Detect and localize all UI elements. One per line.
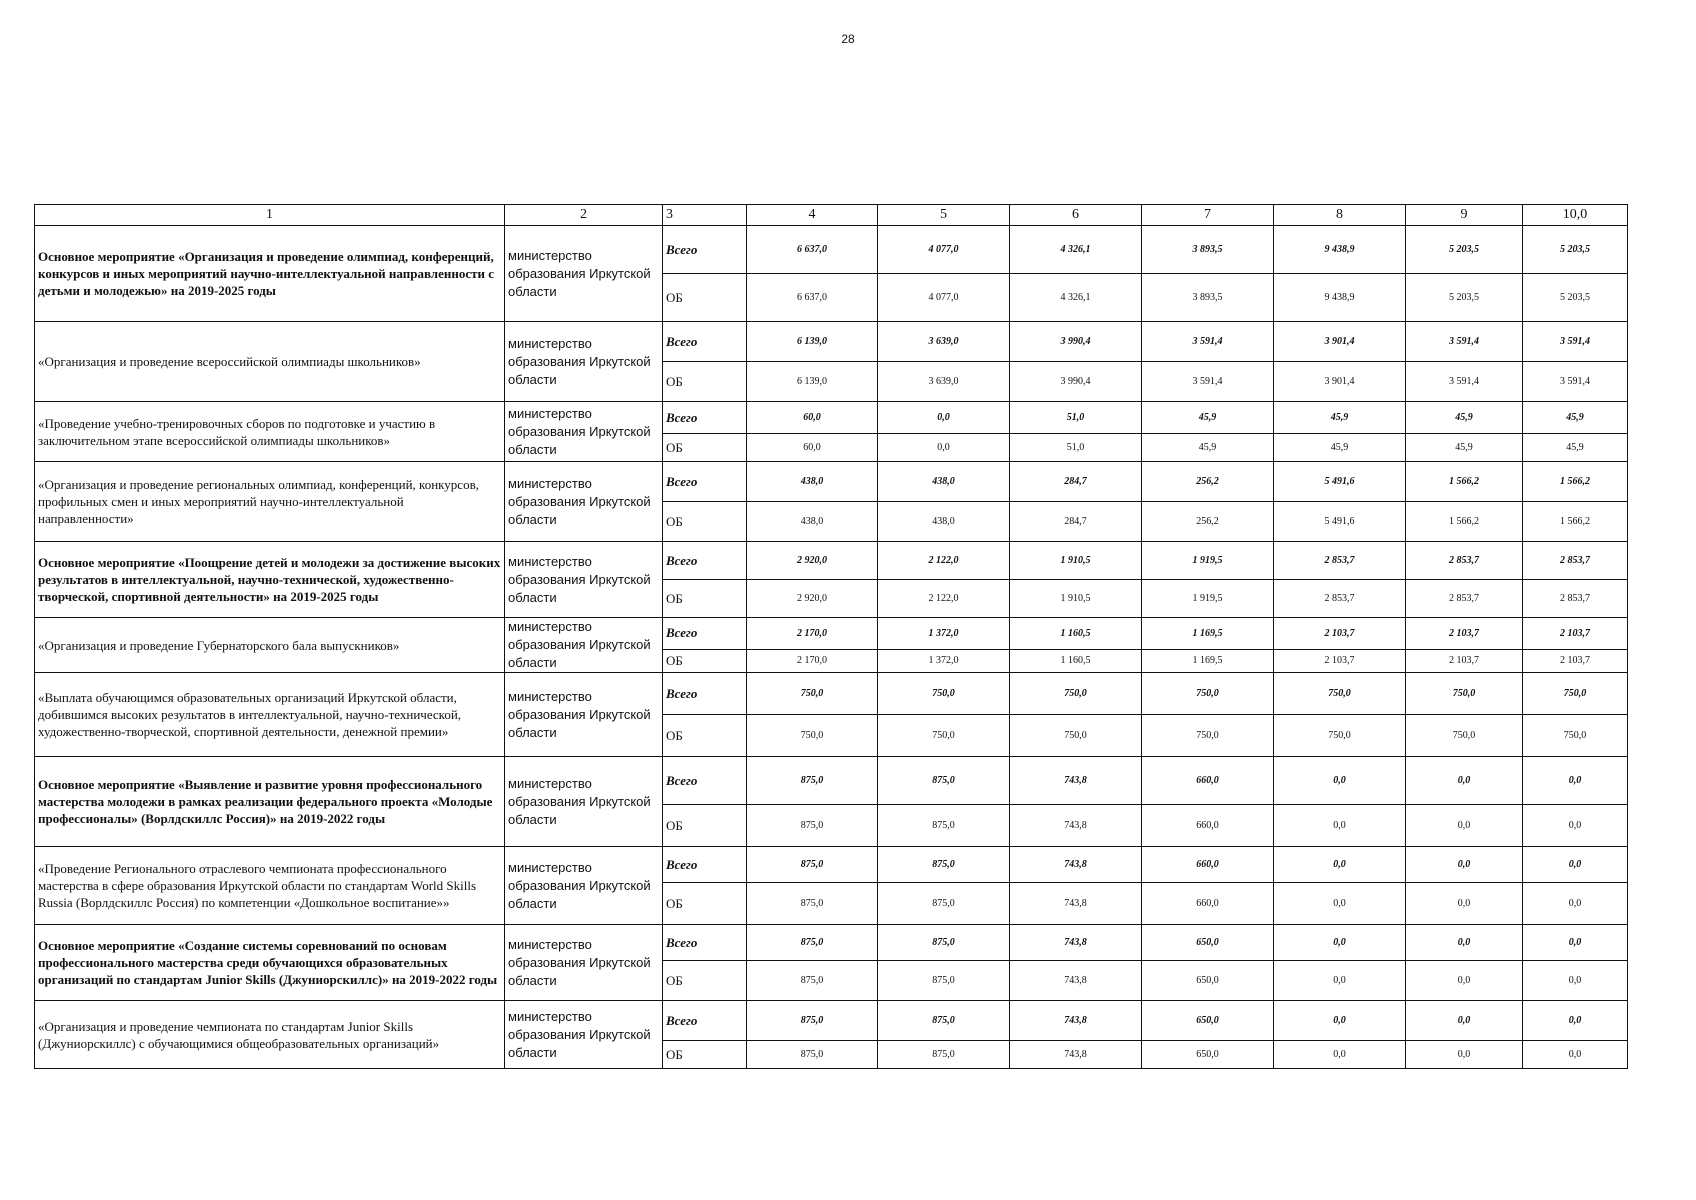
source-value: 1 566,2 — [1523, 502, 1628, 542]
source-value: 284,7 — [1010, 502, 1142, 542]
source-value: 660,0 — [1142, 883, 1274, 925]
total-value: 5 203,5 — [1523, 226, 1628, 274]
total-value: 0,0 — [1406, 847, 1523, 883]
total-value: 1 160,5 — [1010, 618, 1142, 650]
total-value: 875,0 — [747, 757, 878, 805]
source-value: 4 326,1 — [1010, 274, 1142, 322]
column-number: 10,0 — [1523, 205, 1628, 226]
source-value: 0,0 — [1406, 805, 1523, 847]
funding-total-label: Всего — [663, 925, 747, 961]
source-value: 1 919,5 — [1142, 580, 1274, 618]
column-number: 5 — [878, 205, 1010, 226]
column-number: 6 — [1010, 205, 1142, 226]
total-value: 60,0 — [747, 402, 878, 434]
total-value: 875,0 — [878, 757, 1010, 805]
total-value: 743,8 — [1010, 925, 1142, 961]
table-row — [35, 1001, 1628, 1041]
total-value: 438,0 — [878, 462, 1010, 502]
total-value: 875,0 — [747, 925, 878, 961]
responsible-executor: министерство образования Иркутской области — [505, 757, 663, 847]
total-value: 0,0 — [878, 402, 1010, 434]
responsible-executor: министерство образования Иркутской области — [505, 462, 663, 542]
funding-source-label: ОБ — [663, 434, 747, 462]
source-value: 2 853,7 — [1406, 580, 1523, 618]
source-value: 875,0 — [878, 805, 1010, 847]
total-value: 750,0 — [1274, 673, 1406, 715]
total-value: 0,0 — [1274, 757, 1406, 805]
column-number: 7 — [1142, 205, 1274, 226]
source-value: 650,0 — [1142, 1041, 1274, 1069]
source-value: 0,0 — [1523, 883, 1628, 925]
source-value: 2 853,7 — [1523, 580, 1628, 618]
total-value: 875,0 — [878, 1001, 1010, 1041]
source-value: 9 438,9 — [1274, 274, 1406, 322]
funding-source-label: ОБ — [663, 649, 747, 672]
table-row — [35, 757, 1628, 805]
activity-name: «Проведение Регионального отраслевого чемпионата профессионального мастерства в сфере образования Иркутской области по стандартам World Skills Russia (Ворлдскиллс Россия) по компетенции «Дошкольное воспитание»» — [35, 847, 505, 925]
activity-name: «Организация и проведение чемпионата по стандартам Junior Skills (Джуниорскиллс) с обучающимися общеобразовательных организаций» — [35, 1001, 505, 1069]
responsible-executor: министерство образования Иркутской области — [505, 618, 663, 673]
column-number: 4 — [747, 205, 878, 226]
total-value: 660,0 — [1142, 847, 1274, 883]
source-value: 3 591,4 — [1142, 362, 1274, 402]
table-row — [35, 402, 1628, 434]
activity-name: «Организация и проведение региональных олимпиад, конференций, конкурсов, профильных смен и иных мероприятий научно-интеллектуальной направленности» — [35, 462, 505, 542]
source-value: 0,0 — [1274, 883, 1406, 925]
source-value: 2 103,7 — [1523, 649, 1628, 672]
total-value: 750,0 — [1523, 673, 1628, 715]
total-value: 875,0 — [878, 925, 1010, 961]
funding-total-label: Всего — [663, 847, 747, 883]
total-value: 45,9 — [1523, 402, 1628, 434]
total-value: 0,0 — [1406, 925, 1523, 961]
source-value: 6 637,0 — [747, 274, 878, 322]
total-value: 1 372,0 — [878, 618, 1010, 650]
total-value: 660,0 — [1142, 757, 1274, 805]
source-value: 0,0 — [1406, 1041, 1523, 1069]
column-number: 1 — [35, 205, 505, 226]
total-value: 650,0 — [1142, 1001, 1274, 1041]
column-number: 2 — [505, 205, 663, 226]
source-value: 750,0 — [1010, 715, 1142, 757]
source-value: 5 203,5 — [1523, 274, 1628, 322]
funding-source-label: ОБ — [663, 805, 747, 847]
funding-total-label: Всего — [663, 673, 747, 715]
total-value: 2 853,7 — [1406, 542, 1523, 580]
total-value: 750,0 — [878, 673, 1010, 715]
total-value: 750,0 — [1406, 673, 1523, 715]
total-value: 743,8 — [1010, 1001, 1142, 1041]
source-value: 5 203,5 — [1406, 274, 1523, 322]
column-number: 3 — [663, 205, 747, 226]
source-value: 743,8 — [1010, 883, 1142, 925]
source-value: 45,9 — [1406, 434, 1523, 462]
source-value: 2 853,7 — [1274, 580, 1406, 618]
total-value: 875,0 — [747, 1001, 878, 1041]
source-value: 438,0 — [878, 502, 1010, 542]
total-value: 0,0 — [1523, 1001, 1628, 1041]
total-value: 51,0 — [1010, 402, 1142, 434]
source-value: 750,0 — [1406, 715, 1523, 757]
funding-source-label: ОБ — [663, 502, 747, 542]
total-value: 6 637,0 — [747, 226, 878, 274]
total-value: 2 103,7 — [1274, 618, 1406, 650]
funding-source-label: ОБ — [663, 274, 747, 322]
source-value: 0,0 — [1274, 961, 1406, 1001]
source-value: 660,0 — [1142, 805, 1274, 847]
total-value: 875,0 — [878, 847, 1010, 883]
main-activity-name: Основное мероприятие «Создание системы соревнований по основам профессионального мастерства среди обучающихся образовательных организаций по стандартам Junior Skills (Джуниорскиллс)» на 2019-2022 годы — [35, 925, 505, 1001]
source-value: 743,8 — [1010, 961, 1142, 1001]
total-value: 1 566,2 — [1523, 462, 1628, 502]
funding-source-label: ОБ — [663, 580, 747, 618]
total-value: 3 591,4 — [1142, 322, 1274, 362]
source-value: 2 170,0 — [747, 649, 878, 672]
total-value: 438,0 — [747, 462, 878, 502]
source-value: 1 372,0 — [878, 649, 1010, 672]
funding-source-label: ОБ — [663, 883, 747, 925]
source-value: 750,0 — [1523, 715, 1628, 757]
source-value: 875,0 — [747, 883, 878, 925]
funding-total-label: Всего — [663, 402, 747, 434]
source-value: 750,0 — [747, 715, 878, 757]
funding-total-label: Всего — [663, 462, 747, 502]
funding-source-label: ОБ — [663, 362, 747, 402]
total-value: 5 203,5 — [1406, 226, 1523, 274]
responsible-executor: министерство образования Иркутской области — [505, 542, 663, 618]
funding-total-label: Всего — [663, 226, 747, 274]
funding-source-label: ОБ — [663, 1041, 747, 1069]
source-value: 2 103,7 — [1274, 649, 1406, 672]
source-value: 1 566,2 — [1406, 502, 1523, 542]
source-value: 1 169,5 — [1142, 649, 1274, 672]
total-value: 256,2 — [1142, 462, 1274, 502]
total-value: 0,0 — [1523, 757, 1628, 805]
source-value: 438,0 — [747, 502, 878, 542]
source-value: 750,0 — [1142, 715, 1274, 757]
table-row — [35, 462, 1628, 502]
source-value: 3 901,4 — [1274, 362, 1406, 402]
source-value: 875,0 — [878, 1041, 1010, 1069]
source-value: 0,0 — [1523, 1041, 1628, 1069]
table-row — [35, 618, 1628, 650]
table-row — [35, 542, 1628, 580]
total-value: 2 103,7 — [1523, 618, 1628, 650]
table-row — [35, 925, 1628, 961]
total-value: 45,9 — [1274, 402, 1406, 434]
source-value: 875,0 — [747, 805, 878, 847]
total-value: 3 591,4 — [1406, 322, 1523, 362]
column-number: 8 — [1274, 205, 1406, 226]
total-value: 750,0 — [747, 673, 878, 715]
total-value: 5 491,6 — [1274, 462, 1406, 502]
source-value: 6 139,0 — [747, 362, 878, 402]
activity-name: «Выплата обучающимся образовательных организаций Иркутской области, добившимся высоких результатов в интеллектуальной, научно-технической, художественно-творческой, спортивной деятельности, денежной премии» — [35, 673, 505, 757]
total-value: 3 591,4 — [1523, 322, 1628, 362]
main-activity-name: Основное мероприятие «Организация и проведение олимпиад, конференций, конкурсов и иных мероприятий научно-интеллектуальной направленности с детьми и молодежью» на 2019-2025 годы — [35, 226, 505, 322]
budget-table — [34, 204, 1628, 1069]
total-value: 4 326,1 — [1010, 226, 1142, 274]
total-value: 2 920,0 — [747, 542, 878, 580]
source-value: 875,0 — [747, 1041, 878, 1069]
total-value: 743,8 — [1010, 757, 1142, 805]
source-value: 1 910,5 — [1010, 580, 1142, 618]
source-value: 750,0 — [1274, 715, 1406, 757]
funding-total-label: Всего — [663, 1001, 747, 1041]
total-value: 0,0 — [1274, 1001, 1406, 1041]
total-value: 45,9 — [1406, 402, 1523, 434]
funding-total-label: Всего — [663, 542, 747, 580]
total-value: 750,0 — [1142, 673, 1274, 715]
source-value: 0,0 — [1274, 805, 1406, 847]
total-value: 3 893,5 — [1142, 226, 1274, 274]
total-value: 0,0 — [1406, 1001, 1523, 1041]
activity-name: «Организация и проведение всероссийской олимпиады школьников» — [35, 322, 505, 402]
total-value: 9 438,9 — [1274, 226, 1406, 274]
total-value: 0,0 — [1274, 847, 1406, 883]
total-value: 2 103,7 — [1406, 618, 1523, 650]
responsible-executor: министерство образования Иркутской области — [505, 673, 663, 757]
source-value: 5 491,6 — [1274, 502, 1406, 542]
total-value: 875,0 — [747, 847, 878, 883]
source-value: 4 077,0 — [878, 274, 1010, 322]
source-value: 0,0 — [1523, 961, 1628, 1001]
source-value: 0,0 — [1406, 883, 1523, 925]
source-value: 3 893,5 — [1142, 274, 1274, 322]
total-value: 2 853,7 — [1274, 542, 1406, 580]
total-value: 2 170,0 — [747, 618, 878, 650]
column-number-row — [35, 205, 1628, 226]
total-value: 45,9 — [1142, 402, 1274, 434]
source-value: 45,9 — [1142, 434, 1274, 462]
source-value: 3 591,4 — [1406, 362, 1523, 402]
main-activity-name: Основное мероприятие «Выявление и развитие уровня профессионального мастерства молодежи в рамках реализации федерального проекта «Молодые профессионалы» (Ворлдскиллс Россия)» на 2019-2022 годы — [35, 757, 505, 847]
main-activity-name: Основное мероприятие «Поощрение детей и молодежи за достижение высоких результатов в интеллектуальной, научно-технической, художественно-творческой, спортивной деятельности» на 2019-2025 годы — [35, 542, 505, 618]
source-value: 3 639,0 — [878, 362, 1010, 402]
total-value: 650,0 — [1142, 925, 1274, 961]
source-value: 743,8 — [1010, 1041, 1142, 1069]
total-value: 284,7 — [1010, 462, 1142, 502]
source-value: 2 103,7 — [1406, 649, 1523, 672]
funding-total-label: Всего — [663, 322, 747, 362]
total-value: 1 169,5 — [1142, 618, 1274, 650]
responsible-executor: министерство образования Иркутской области — [505, 925, 663, 1001]
total-value: 743,8 — [1010, 847, 1142, 883]
column-number: 9 — [1406, 205, 1523, 226]
source-value: 51,0 — [1010, 434, 1142, 462]
table-row — [35, 322, 1628, 362]
source-value: 3 990,4 — [1010, 362, 1142, 402]
activity-name: «Организация и проведение Губернаторского бала выпускников» — [35, 618, 505, 673]
source-value: 3 591,4 — [1523, 362, 1628, 402]
total-value: 0,0 — [1523, 847, 1628, 883]
total-value: 3 639,0 — [878, 322, 1010, 362]
funding-source-label: ОБ — [663, 961, 747, 1001]
total-value: 0,0 — [1406, 757, 1523, 805]
responsible-executor: министерство образования Иркутской области — [505, 402, 663, 462]
table-row — [35, 847, 1628, 883]
table-row — [35, 226, 1628, 274]
activity-name: «Проведение учебно-тренировочных сборов по подготовке и участию в заключительном этапе всероссийской олимпиады школьников» — [35, 402, 505, 462]
source-value: 256,2 — [1142, 502, 1274, 542]
total-value: 750,0 — [1010, 673, 1142, 715]
funding-source-label: ОБ — [663, 715, 747, 757]
total-value: 0,0 — [1523, 925, 1628, 961]
total-value: 1 910,5 — [1010, 542, 1142, 580]
funding-total-label: Всего — [663, 618, 747, 650]
total-value: 3 990,4 — [1010, 322, 1142, 362]
total-value: 2 853,7 — [1523, 542, 1628, 580]
source-value: 2 122,0 — [878, 580, 1010, 618]
source-value: 875,0 — [878, 961, 1010, 1001]
source-value: 750,0 — [878, 715, 1010, 757]
total-value: 1 919,5 — [1142, 542, 1274, 580]
source-value: 650,0 — [1142, 961, 1274, 1001]
total-value: 0,0 — [1274, 925, 1406, 961]
source-value: 0,0 — [1274, 1041, 1406, 1069]
source-value: 45,9 — [1274, 434, 1406, 462]
source-value: 60,0 — [747, 434, 878, 462]
total-value: 1 566,2 — [1406, 462, 1523, 502]
total-value: 2 122,0 — [878, 542, 1010, 580]
table-row — [35, 673, 1628, 715]
source-value: 875,0 — [878, 883, 1010, 925]
source-value: 0,0 — [878, 434, 1010, 462]
responsible-executor: министерство образования Иркутской области — [505, 322, 663, 402]
funding-total-label: Всего — [663, 757, 747, 805]
total-value: 6 139,0 — [747, 322, 878, 362]
total-value: 4 077,0 — [878, 226, 1010, 274]
source-value: 0,0 — [1406, 961, 1523, 1001]
source-value: 0,0 — [1523, 805, 1628, 847]
total-value: 3 901,4 — [1274, 322, 1406, 362]
responsible-executor: министерство образования Иркутской области — [505, 847, 663, 925]
responsible-executor: министерство образования Иркутской области — [505, 1001, 663, 1069]
source-value: 45,9 — [1523, 434, 1628, 462]
source-value: 875,0 — [747, 961, 878, 1001]
source-value: 743,8 — [1010, 805, 1142, 847]
page-number: 28 — [841, 32, 855, 46]
source-value: 2 920,0 — [747, 580, 878, 618]
source-value: 1 160,5 — [1010, 649, 1142, 672]
responsible-executor: министерство образования Иркутской области — [505, 226, 663, 322]
